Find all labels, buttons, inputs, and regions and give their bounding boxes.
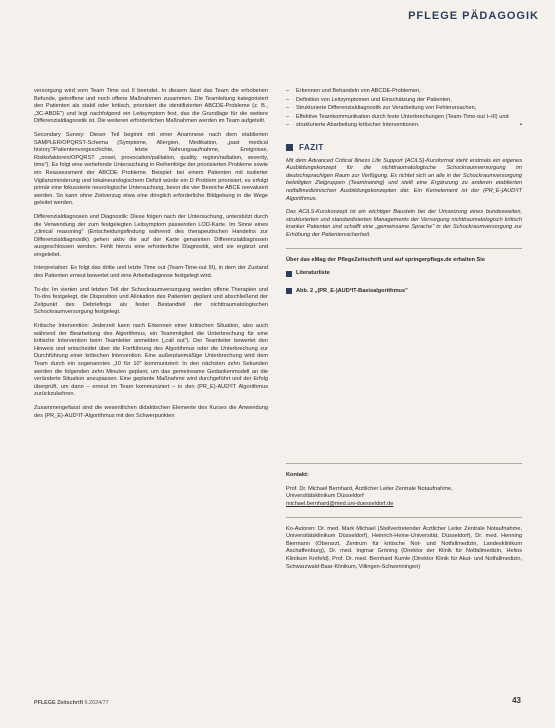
end-mark: ▪ — [520, 122, 522, 129]
footer-issue: 6.2024/77 — [84, 700, 109, 706]
page-header — [0, 0, 555, 34]
right-column — [286, 88, 522, 577]
link-arrow-icon — [286, 288, 292, 294]
square-bullet-icon — [286, 144, 293, 151]
list-item-text: strukturierte Abarbeitung kritischer Interventionen. — [296, 122, 420, 129]
coauthors: Ko-Autoren: Dr. med. Mark Michael (Stellvertretender Ärztlicher Leiter Zentrale Notaufnahme, Universitätsklinikum Düsseldorf), Heinrich-Heine-Universität, Düsseldorf), Dr. med. Henning Biermann (Oberarzt, Zentrum für kritische Not- und Notfallmedizin, Landesklinikum Aschaffenburg), Dr. med. Ingmar Gröning (Direktor der Klinik für Notfallmedizin, Helios Klinikum Krefeld), Prof. Dr. med. Bernhard Kumle (Direktor Klinik für Akut- und Notfallmedizin, Schwarzwald-Baar-Klinikum, Villingen-Schwenningen) — [286, 525, 522, 570]
link-figure-2-label: Abb. 2 „(PR_E-)AUD²IT-Basisalgorithmus" — [296, 287, 408, 294]
link-figure-2[interactable] — [286, 288, 522, 296]
paragraph: To-do: Im vierten und letzten Teil der Schockraumversorgung werden offene Therapien und To-dos festgelegt, die Disposition und Allokation des Patienten geplant und abschließend der Zeitpunkt des Debriefings als fester Bestandteil der nichttraumatologischen Schockraumversorgung festgelegt. — [34, 286, 268, 316]
footer-journal-name: PFLEGE Zeitschrift — [34, 700, 84, 706]
bullet-list — [286, 88, 522, 130]
list-item: – Strukturierte Differenzialdiagnostik zur Verarbeitung von Fehlerursachen, — [286, 105, 522, 113]
list-item: – Erkennen und Behandeln von ABCDE-Problemen, — [286, 88, 522, 96]
page-number: 43 — [512, 696, 521, 705]
spacer — [286, 305, 522, 455]
contact-email-link[interactable]: michael.bernhard@med.uni-duesseldorf.de — [286, 501, 394, 508]
list-item: – Definition von Leitsymptomen und Einschätzung der Patienten, — [286, 97, 522, 105]
fazit-title: FAZIT — [299, 142, 324, 152]
link-literature-label: Literaturliste — [296, 270, 330, 277]
divider — [286, 517, 522, 518]
paragraph: Differenzialdiagnosen und Diagnostik: Diese folgen nach der Untersuchung, unterstützt durch die Verwendung der zum festgelegten Leitsymptom passenden LOD-Karte. Im Sinne eines „clinical reasoning" (Entscheidungsfindung während des therapeutischen Handelns zur Differenzialdiagnostik) gehen aktiv die auf der Karte genannten Differenzialdiagnosen ausgeschlossen werden. Fehlt hierzu eine erforderliche Diagnostik, wird sie ergänzt und eingeleitet. — [34, 213, 268, 258]
contact-line: Prof. Dr. Michael Bernhard, Ärztlicher Leiter Zentrale Notaufnahme, — [286, 485, 453, 492]
emag-note: Über das eMag der PflegeZeitschrift und auf springerpflege.de erhalten Sie — [286, 256, 485, 263]
paragraph: Secondary Survey: Dieser Teil beginnt mit einer Anamnese nach dem etablierten SAMPLER/OPQRST-Schema (Symptome, Allergien, Medikation, „past medical history"/Patientenvorgeschichte, letzte Nahrungsaufnahme, Ereignisse, Risikofaktoren/OPQRST „onset, provocation/palliation, quality, region/radiation, severity, time"). Es folgt eine vertiefende Untersuchung in Reihenfolge der priorisierten Probleme sowie ein Reassessment der ABCDE Probleme. Beispiel: bei einem Patienten mit isolierter Vigilanzminderung und lokalneurologischem Defizit würde ein D Problem priorisiert, es erfolgt primär eine fokussierte neurologische Untersuchung, bevor die vier Bereiche ABCE reevaluiert werden. So kann ohne Zeitverzug etwa eine dringlich erforderliche Bildgebung in die Wege geleitet werden. — [34, 131, 268, 207]
link-arrow-icon — [286, 271, 292, 277]
section-title — [408, 10, 539, 22]
divider — [286, 248, 522, 249]
contact-heading: Kontakt: — [286, 472, 309, 479]
fazit-heading — [286, 144, 522, 152]
link-literature[interactable] — [286, 270, 522, 278]
paragraph: Zusammengefasst sind die wesentlichen didaktischen Elemente des Kurses die Anwendung des (PR_E)-AUD²IT-Algorithmus mit den Schwerpunkten — [34, 404, 268, 419]
footer-journal — [34, 700, 109, 706]
list-item — [286, 122, 522, 130]
fazit-paragraph: Mit dem Advanced Critical Illness Life Support (ACiLS)-Kursformat steht erstmals ein eigenes Ausbildungskonzept für die nichttraumatologische Schockraumversorgung im deutschsprachigen Raum zur Verfügung. Es richtet sich an alle in der Schockraumversorgung beteiligten Zielgruppen (Teamtraining) und stellt eine Ergänzung zu anderen etablierten notfallmedizinischen Ausbildungskonzepten dar. Ein Kernelement ist der (PR_E-)AUD²IT Algorithmus. — [286, 157, 522, 202]
divider — [286, 463, 522, 464]
contact-line: Universitätsklinikum Düsseldorf — [286, 493, 364, 500]
paragraph: Interpretation: Es folgt das dritte und letzte Time out (Team-Time-out III), in dem der Zustand des Patienten erneut bewertet und eine Arbeitsdiagnose festgelegt wird. — [34, 265, 268, 280]
section-title-paedagogik: PÄDAGOGIK — [462, 10, 539, 22]
contact-block — [286, 486, 522, 509]
left-column — [34, 88, 268, 426]
paragraph: Kritische Intervention: Jederzeit kann nach Erkennen einer kritischen Situation, also auch während der Bearbeitung des Algorithmus, ein Teammitglied die Unterbrechung für eine kritische Intervention beim Teamleiter anmelden („call out"). Der Teamleiter bewertet den Hinweis und entscheidet über die Fortführung des Algorithmus oder die Unterbrechung zur Durchführung einer kritischen Intervention. Eine außerplanmäßige Unterbrechung wird dem Team durch ein sogenanntes „10 für 10" kommuniziert: In den nächsten zehn Sekunden werden die folgenden zehn Minuten geplant, um das gemeinsame Gedankenmodell an die veränderte Situation anzupassen. Eine geplante Maßnahme wird durchgeführt und der Erfolg überprüft, um dann – erneut im Team kommuniziert – in den (PR_E)-AUD²IT Algorithmus zurückzukehren. — [34, 323, 268, 398]
fazit-paragraph: Das ACiLS-Kurskonzept ist ein wichtiger Baustein bei der Umsetzung eines bundesweiten, strukturierten und standardisierten Managements der Versorgung nichttraumatologisch kritisch kranker Patienten und schafft eine „gemeinsame Sprache" in der Schockraumversorgung zur Erhöhung der Patientensicherheit. — [286, 209, 522, 238]
paragraph: versorgung wird vom Team Time out II beendet. In diesem lässt das Team die erhobenen Befunde, getroffene und noch offene Maßnahmen zusammen. Die Teamleitung kategorisiert den Patienten als stabil oder kritisch, priorisiert die identifizierten ABCDE-Probleme (z. B., „3C-ABDE") und legt nachfolgend ein Leitsymptom fest, das die Grundlage für die weitere Differenzialdiagnostik ist. Die weiteren erforderlichen Maßnahmen werden im Team aufgeteilt. — [34, 88, 268, 125]
list-item: – Effektive Teamkommunikation durch feste Unterbrechungen (Team-Time-out I–III) und — [286, 114, 522, 122]
section-title-pflege: PFLEGE — [408, 10, 459, 22]
